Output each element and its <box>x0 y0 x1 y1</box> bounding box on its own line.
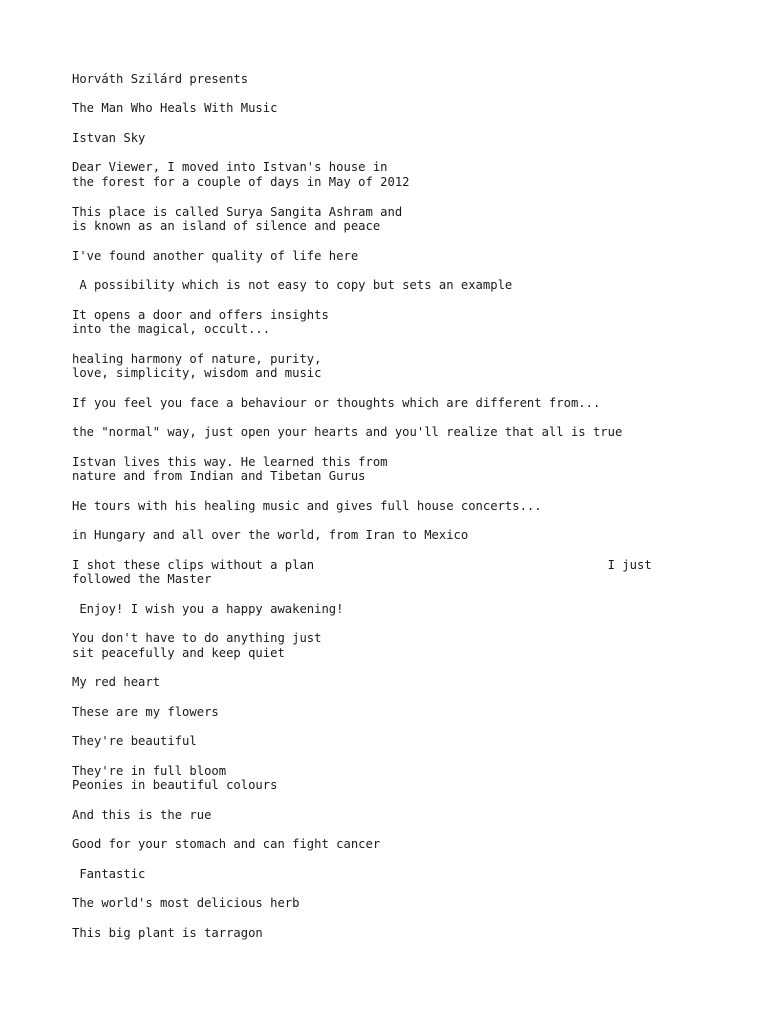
paragraph: in Hungary and all over the world, from Iran to Mexico <box>72 528 469 543</box>
document-body <box>72 72 692 955</box>
paragraph: Good for your stomach and can fight cancer <box>72 837 381 852</box>
paragraph: This place is called Surya Sangita Ashram and is known as an island of silence and peace <box>72 204 403 234</box>
paragraph: My red heart <box>72 675 161 690</box>
paragraph: Fantastic <box>72 866 146 881</box>
paragraph: They're beautiful <box>72 734 197 749</box>
paragraph: If you feel you face a behaviour or thoughts which are different from... <box>72 395 601 410</box>
paragraph-subject: Istvan Sky <box>72 130 146 145</box>
paragraph: It opens a door and offers insights into the magical, occult... <box>72 307 329 337</box>
paragraph: healing harmony of nature, purity, love, simplicity, wisdom and music <box>72 351 322 381</box>
paragraph-title: The Man Who Heals With Music <box>72 101 278 116</box>
paragraph: The world's most delicious herb <box>72 896 300 911</box>
paragraph: Dear Viewer, I moved into Istvan's house in the forest for a couple of days in May of 2012 <box>72 160 410 190</box>
paragraph: the "normal" way, just open your hearts and you'll realize that all is true <box>72 425 623 440</box>
paragraph: Istvan lives this way. He learned this from nature and from Indian and Tibetan Gurus <box>72 454 388 484</box>
paragraph: They're in full bloom Peonies in beautiful colours <box>72 763 278 793</box>
paragraph: A possibility which is not easy to copy but sets an example <box>72 278 513 293</box>
paragraph: I've found another quality of life here <box>72 248 359 263</box>
paragraph: I shot these clips without a plan I just followed the Master <box>72 557 652 587</box>
paragraph: This big plant is tarragon <box>72 925 263 940</box>
paragraph: You don't have to do anything just sit peacefully and keep quiet <box>72 631 322 660</box>
paragraph: He tours with his healing music and gives full house concerts... <box>72 498 542 513</box>
paragraph-presenter: Horváth Szilárd presents <box>72 72 249 86</box>
paragraph: These are my flowers <box>72 704 219 719</box>
paragraph: Enjoy! I wish you a happy awakening! <box>72 601 344 616</box>
paragraph: And this is the rue <box>72 807 212 822</box>
